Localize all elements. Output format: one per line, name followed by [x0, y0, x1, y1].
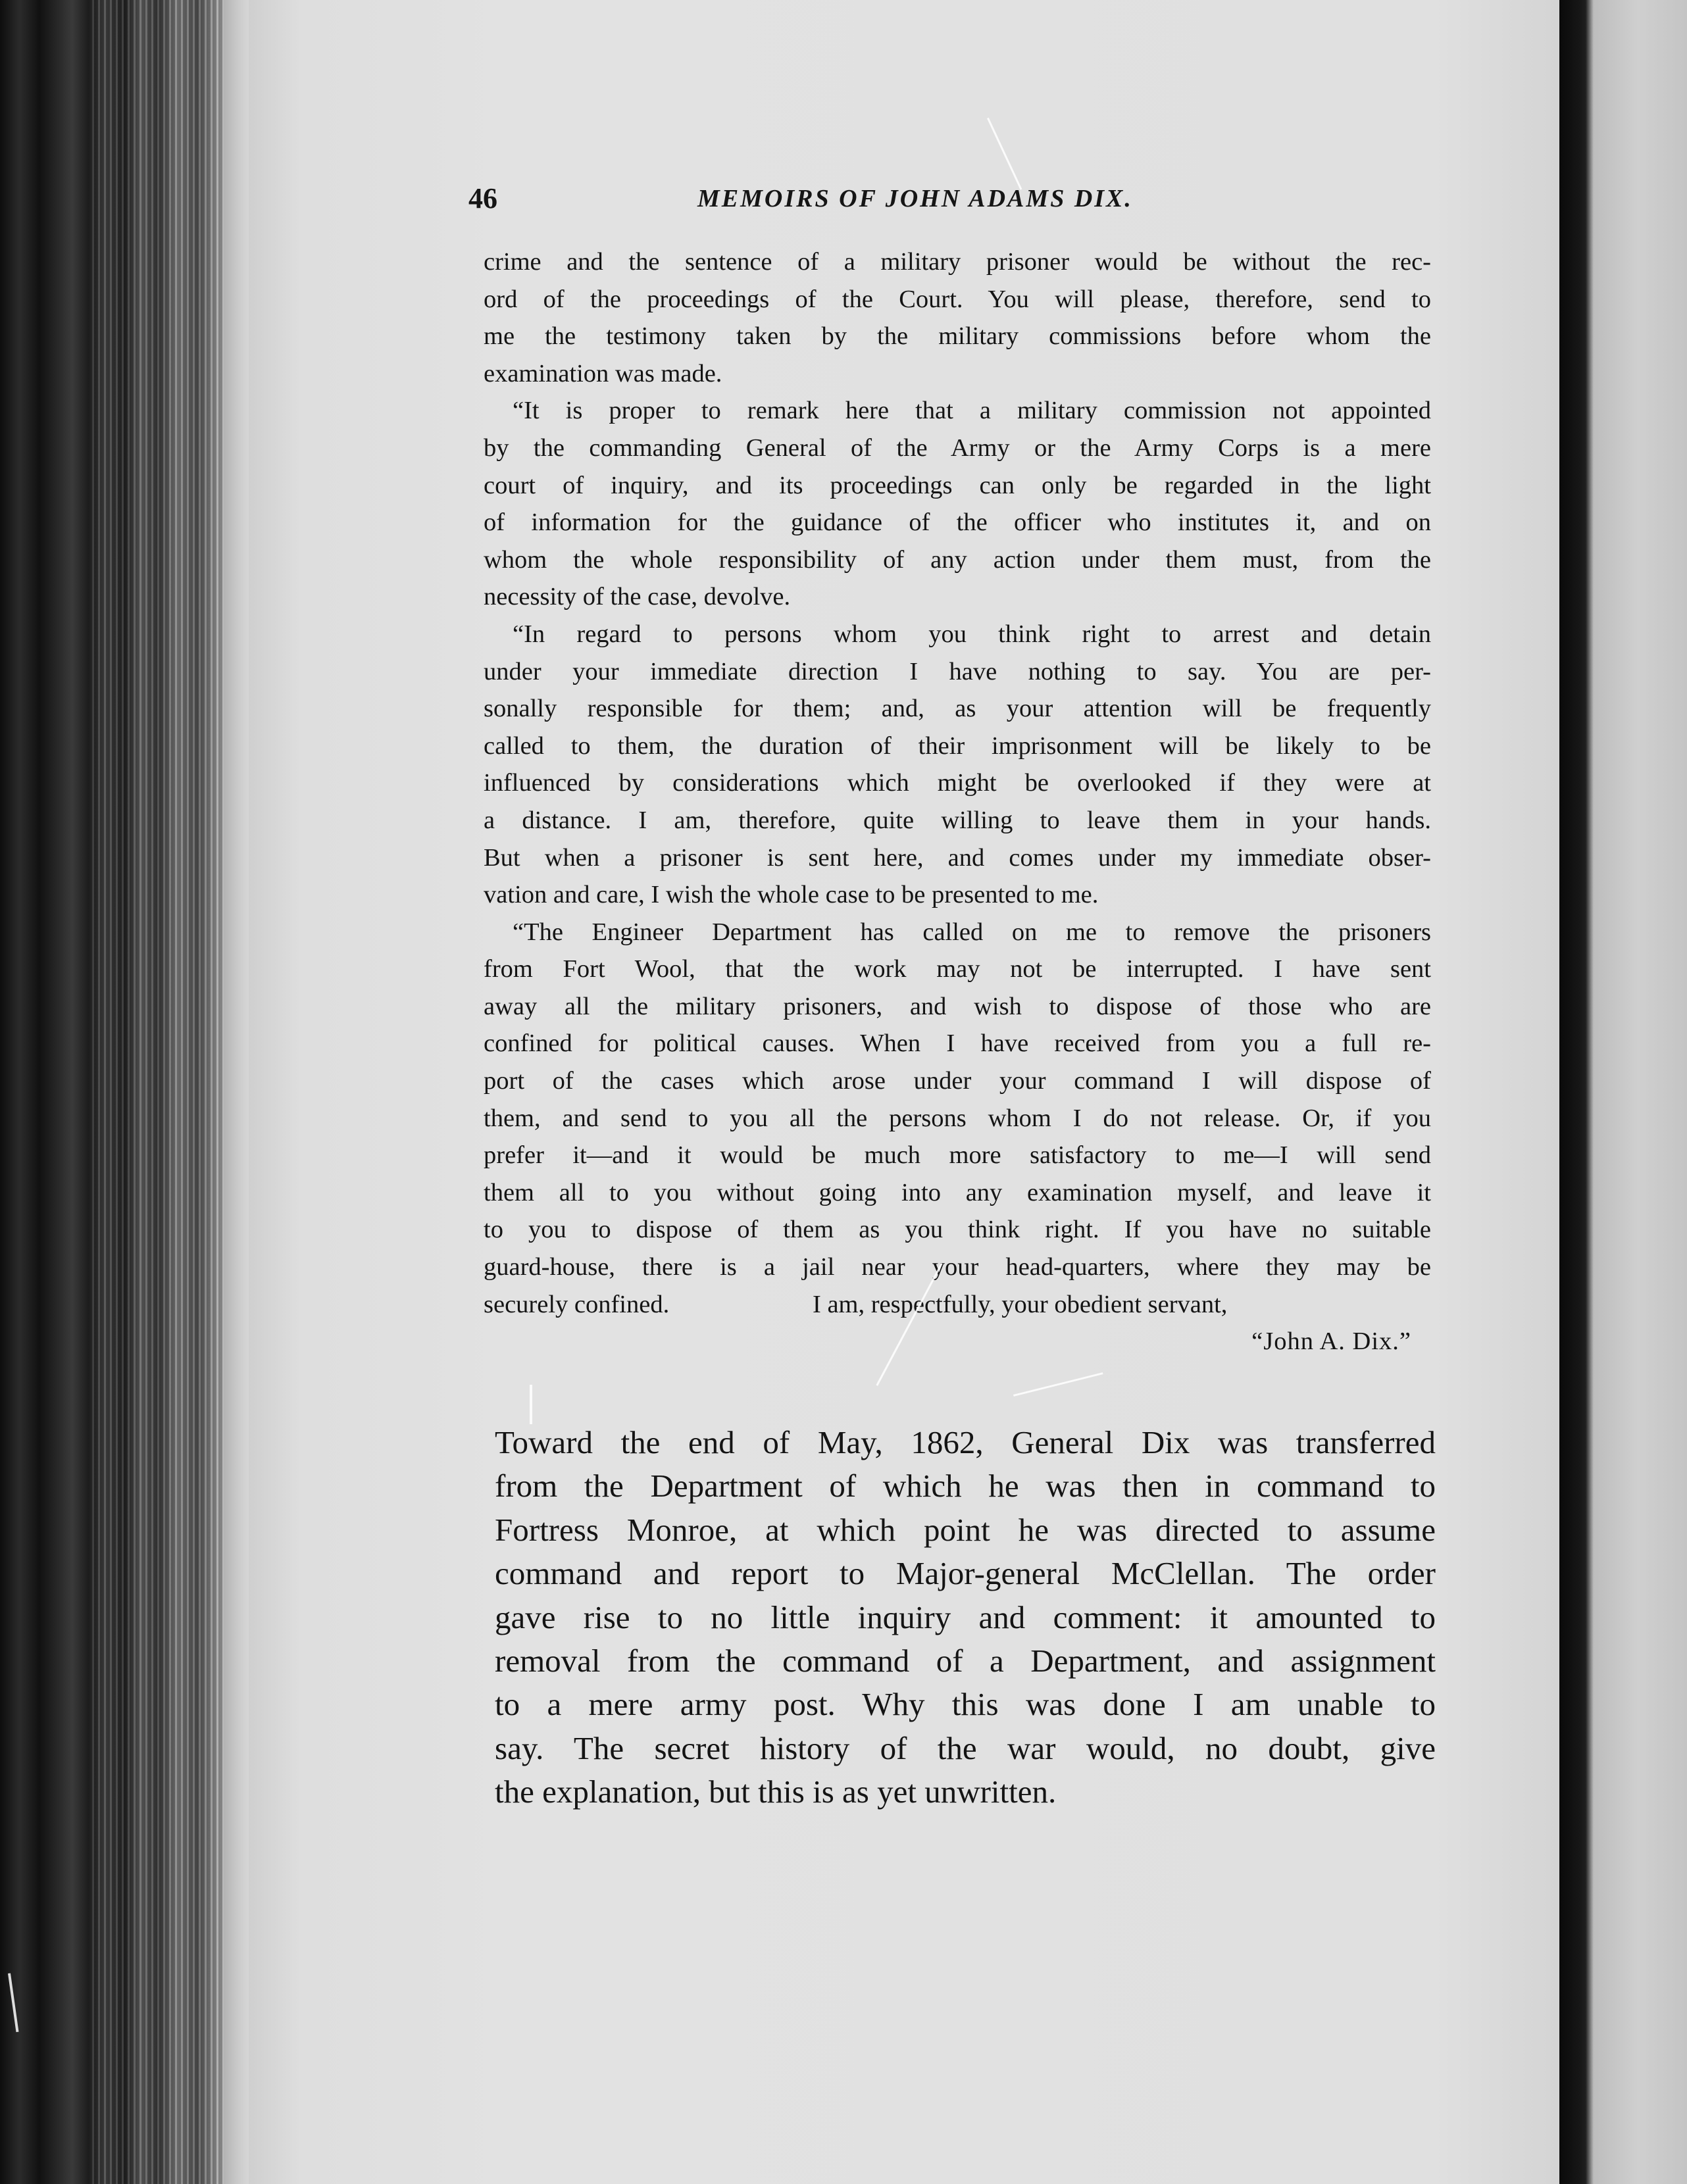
letter-line: by the commanding General of the Army or the Army Corps is a mere [484, 434, 1431, 462]
page-header [468, 182, 1219, 221]
narrative-line: command and report to Major-general McClellan. The order [495, 1555, 1436, 1592]
letter-line: prefer it—and it would be much more satisfactory to me—I will send [484, 1141, 1431, 1170]
letter-text-block [484, 243, 1431, 1360]
letter-line: court of inquiry, and its proceedings can only be regarded in the light [484, 471, 1431, 499]
narrative-line: say. The secret history of the war would, no doubt, give [495, 1729, 1436, 1766]
narrative-paragraph [495, 1421, 1436, 1814]
page-number: 46 [468, 182, 497, 214]
letter-line: a distance. I am, therefore, quite willing to leave them in your hands. [484, 806, 1431, 834]
letter-line: port of the cases which arose under your command I will dispose of [484, 1067, 1431, 1095]
letter-line: away all the military prisoners, and wish to dispose of those who are [484, 992, 1431, 1020]
letter-line: to you to dispose of them as you think right. If you have no suitable [484, 1216, 1431, 1244]
letter-line: “The Engineer Department has called on me to remove the prisoners [513, 918, 1431, 946]
narrative-line: from the Department of which he was then in command to [495, 1468, 1436, 1504]
letter-line: vation and care, I wish the whole case to be presented to me. [484, 881, 1099, 909]
letter-line: necessity of the case, devolve. [484, 583, 791, 611]
complimentary-close: I am, respectfully, your obedient servant, [813, 1290, 1228, 1318]
narrative-line: removal from the command of a Department, and assignment [495, 1642, 1436, 1679]
narrative-line: Fortress Monroe, at which point he was directed to assume [495, 1511, 1436, 1548]
letter-line: examination was made. [484, 359, 722, 387]
letter-line: influenced by considerations which might be overlooked if they were at [484, 769, 1431, 797]
narrative-line: to a mere army post. Why this was done I am unable to [495, 1686, 1436, 1723]
letter-line: whom the whole responsibility of any action under them must, from the [484, 545, 1431, 574]
narrative-line: the explanation, but this is as yet unwritten. [495, 1774, 1057, 1810]
letter-line: sonally responsible for them; and, as your attention will be frequently [484, 695, 1431, 723]
narrative-line: Toward the end of May, 1862, General Dix was transferred [495, 1424, 1436, 1460]
letter-line: of information for the guidance of the officer who institutes it, and on [484, 509, 1431, 537]
letter-line: “In regard to persons whom you think right to arrest and detain [513, 620, 1431, 648]
letter-line: confined for political causes. When I have received from you a full re- [484, 1030, 1431, 1058]
narrative-line: gave rise to no little inquiry and comment: it amounted to [495, 1599, 1436, 1635]
letter-line: But when a prisoner is sent here, and comes under my immediate obser- [484, 843, 1431, 872]
letter-line: me the testimony taken by the military commissions before whom the [484, 322, 1431, 351]
letter-line: them, and send to you all the persons whom I do not release. Or, if you [484, 1104, 1431, 1132]
film-scratch [530, 1385, 532, 1424]
letter-line: from Fort Wool, that the work may not be interrupted. I have sent [484, 955, 1431, 983]
closing-phrase: securely confined. [484, 1290, 670, 1318]
letter-line: called to them, the duration of their imprisonment will be likely to be [484, 732, 1431, 760]
letter-closing [484, 1286, 1431, 1324]
running-title: MEMOIRS OF JOHN ADAMS DIX. [697, 185, 1133, 212]
letter-signature: “John A. Dix.” [1251, 1328, 1411, 1356]
page-stack-edges [92, 0, 224, 2184]
letter-line: under your immediate direction I have nothing to say. You are per- [484, 657, 1431, 685]
letter-line: them all to you without going into any examination myself, and leave it [484, 1178, 1431, 1206]
letter-line: guard-house, there is a jail near your head-quarters, where they may be [484, 1253, 1431, 1281]
letter-line: crime and the sentence of a military prisoner would be without the rec- [484, 248, 1431, 276]
letter-line: ord of the proceedings of the Court. You will please, therefore, send to [484, 285, 1431, 313]
facing-page-edge [1559, 0, 1687, 2184]
letter-line: “It is proper to remark here that a military commission not appointed [513, 397, 1431, 425]
